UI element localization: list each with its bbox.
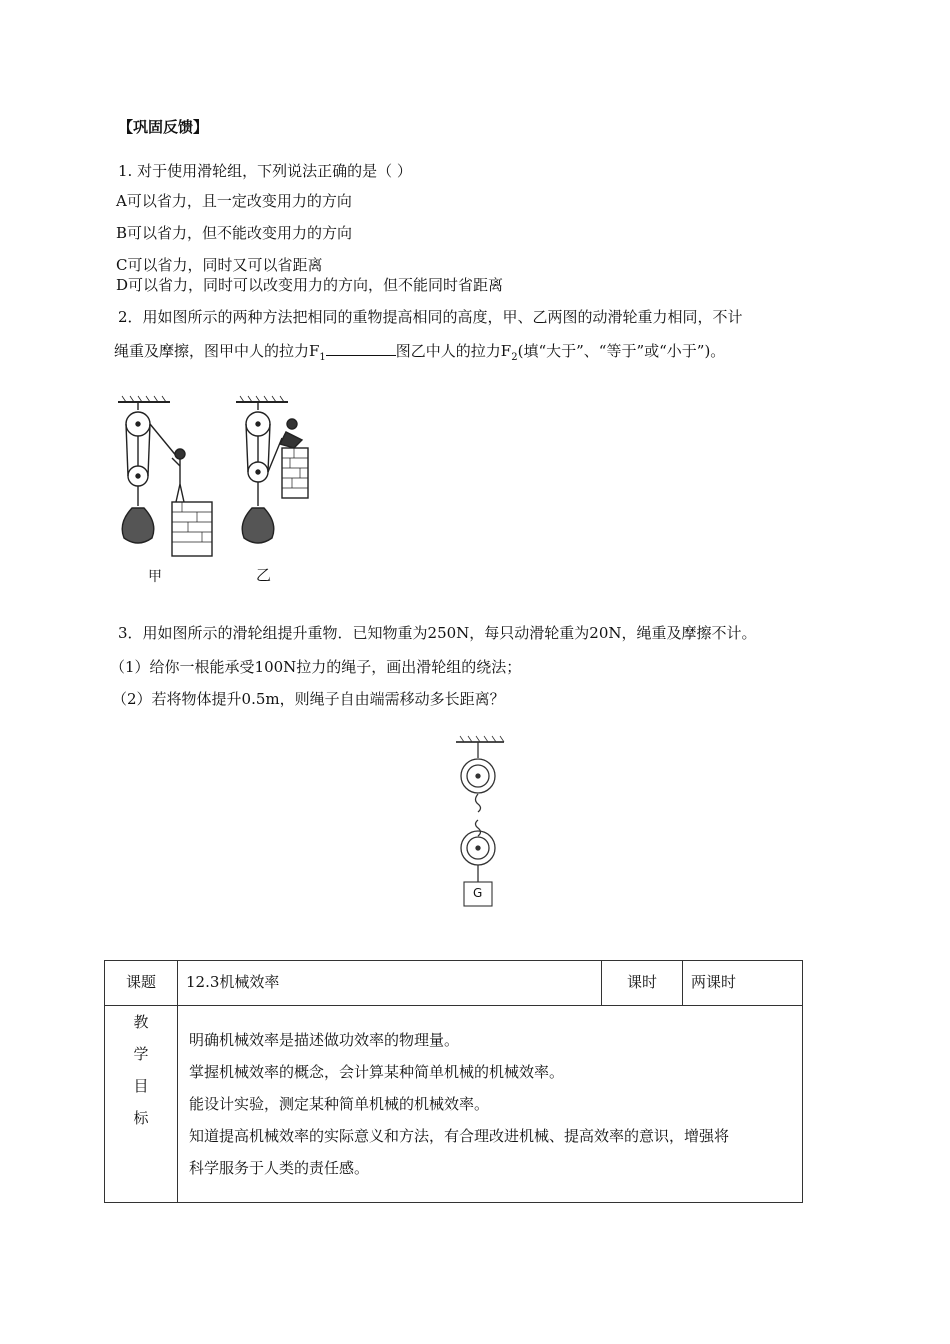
- goal-item: 科学服务于人类的责任感。: [189, 1159, 370, 1177]
- q3-sub2: （2）若将物体提升0.5m，则绳子自由端需移动多长距离？: [112, 690, 505, 708]
- q2-line2-b: 图乙中人的拉力F: [395, 342, 512, 360]
- q1-stem: 1. 对于使用滑轮组，下列说法正确的是（ ）: [118, 162, 412, 180]
- q2-line2-c: (填“大于”、“等于”或“小于”)。: [517, 342, 726, 360]
- pulley-block-figure: [440, 734, 520, 910]
- topic-label: 课题: [125, 973, 156, 991]
- goal-label-char: 学: [133, 1045, 149, 1063]
- q3-stem: 3．用如图所示的滑轮组提升重物．已知物重为250N，每只动滑轮重为20N，绳重及摩擦不计。: [118, 624, 757, 642]
- topic-value: 12.3机械效率: [186, 973, 280, 991]
- hours-label: 课时: [626, 973, 657, 991]
- goal-label-char: 目: [133, 1077, 149, 1095]
- q2-sub2: 2: [511, 352, 518, 363]
- figure-label-jia: 甲: [148, 569, 162, 585]
- q1-option-d: D可以省力，同时可以改变用力的方向，但不能同时省距离: [116, 276, 504, 294]
- topic-label-cell: [105, 961, 178, 1006]
- goal-label-char: 教: [133, 1013, 149, 1031]
- table-row-topic: [105, 961, 803, 1006]
- hours-cell: [683, 961, 803, 1006]
- q2-sub1: 1: [319, 352, 326, 363]
- q2-line2: [114, 340, 725, 363]
- goals-cell: [178, 1006, 803, 1203]
- weight-label: G: [473, 886, 483, 900]
- goal-item: 知道提高机械效率的实际意义和方法，有合理改进机械、提高效率的意识，增强将: [189, 1127, 730, 1145]
- q1-option-c: C可以省力，同时又可以省距离: [116, 256, 323, 274]
- hours-value: 两课时: [691, 973, 737, 991]
- goal-item: 明确机械效率是描述做功效率的物理量。: [189, 1031, 460, 1049]
- table-row-goals: [105, 1006, 803, 1203]
- goal-item: 掌握机械效率的概念，会计算某种简单机械的机械效率。: [189, 1063, 565, 1081]
- topic-cell: [178, 961, 602, 1006]
- q1-option-a: A可以省力，且一定改变用力的方向: [116, 192, 352, 210]
- q3-sub1: （1）给你一根能承受100N拉力的绳子，画出滑轮组的绕法；: [110, 658, 522, 676]
- goal-item: 能设计实验，测定某种简单机械的机械效率。: [189, 1095, 490, 1113]
- section-title: 【巩固反馈】: [118, 118, 209, 136]
- goal-label-char: 标: [133, 1109, 149, 1127]
- hours-label-cell: [602, 961, 683, 1006]
- lesson-info-table: [104, 960, 803, 1203]
- q2-line2-a: 绳重及摩擦，图甲中人的拉力F: [114, 342, 320, 360]
- q1-option-b: B可以省力，但不能改变用力的方向: [116, 224, 353, 242]
- q2-line1: 2．用如图所示的两种方法把相同的重物提高相同的高度，甲、乙两图的动滑轮重力相同，不计: [118, 308, 743, 326]
- goal-label-cell: [105, 1006, 178, 1203]
- figure-label-yi: 乙: [256, 566, 272, 584]
- pulley-figure-jia-yi: [110, 388, 320, 588]
- q2-answer-blank[interactable]: [326, 341, 396, 356]
